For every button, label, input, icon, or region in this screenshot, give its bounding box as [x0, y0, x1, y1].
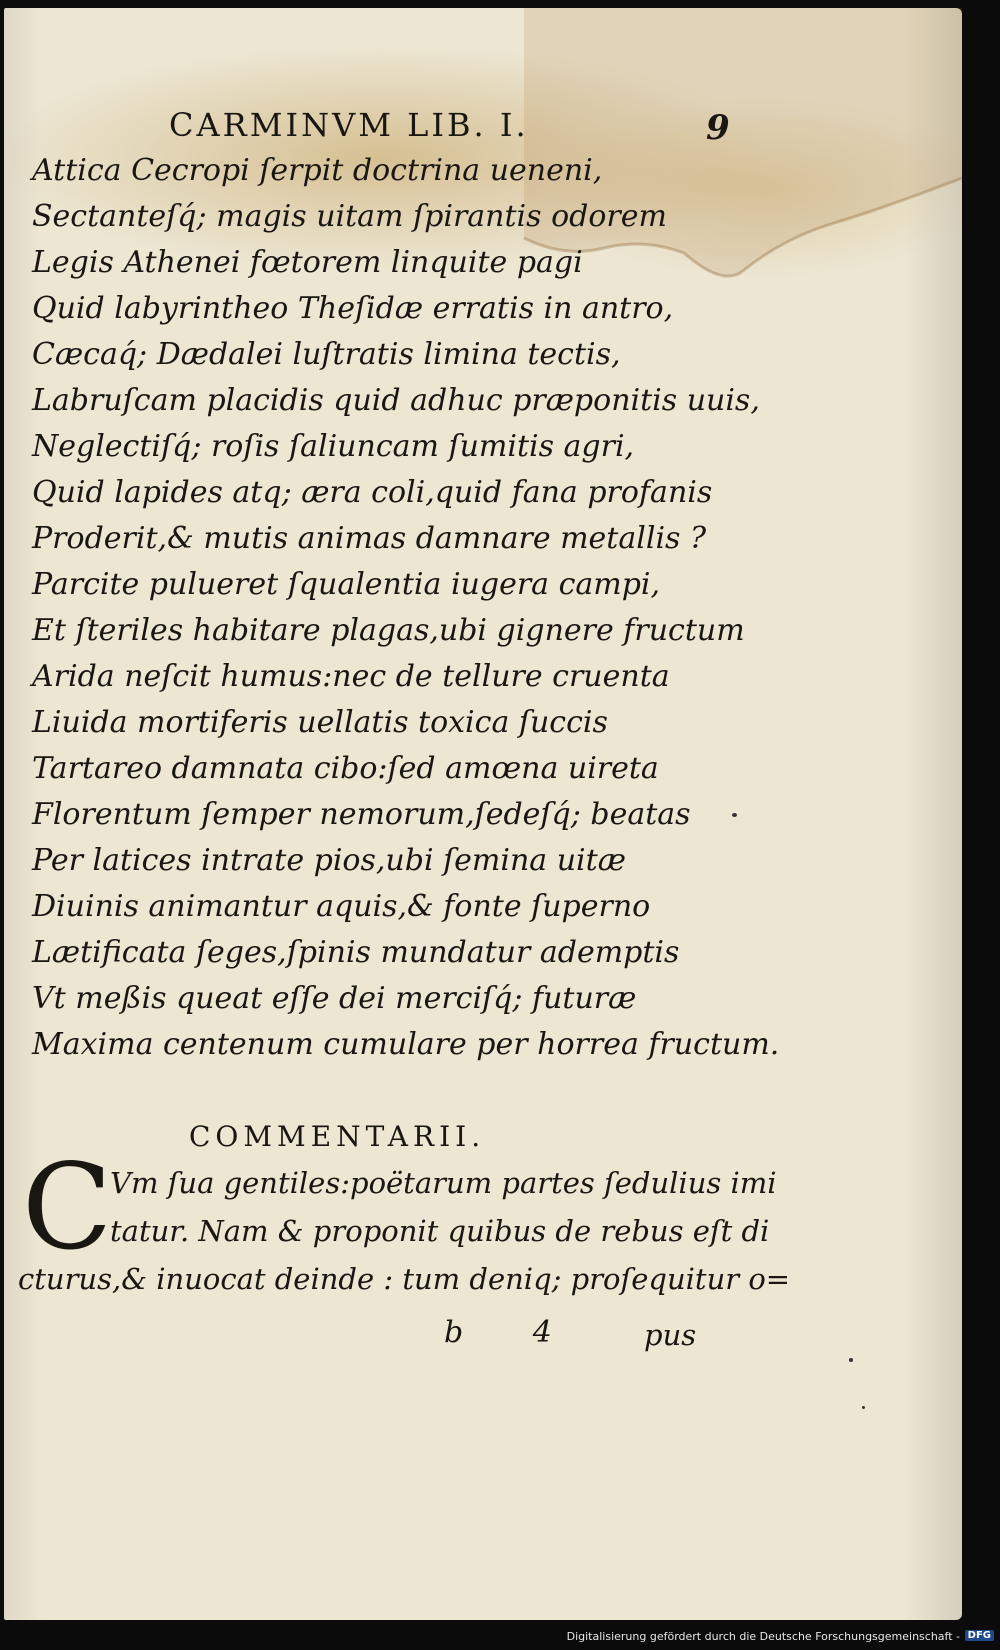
verse-line: Neglectiſq́; roſis ſaliuncam ſumitis agri,	[32, 429, 635, 464]
commentary-line: cturus,& inuocat deinde : tum deniq; proſequitur o=	[18, 1262, 791, 1296]
verse-line: Liuida mortiferis uellatis toxica ſuccis	[32, 705, 608, 740]
drop-cap: C	[22, 1138, 113, 1276]
catchword: pus	[644, 1318, 697, 1352]
signature-mark: b 4	[444, 1315, 582, 1350]
ink-speck	[849, 1358, 853, 1362]
commentary-line: tatur. Nam & proponit quibus de rebus eſt di	[110, 1214, 770, 1248]
book-page	[4, 8, 962, 1620]
commentary-heading: COMMENTARII.	[189, 1120, 486, 1153]
verse-line: Quid labyrintheo Theſidæ erratis in antro,	[32, 291, 674, 326]
ink-speck	[862, 1406, 865, 1409]
dfg-logo: DFG	[965, 1630, 994, 1641]
ink-speck	[732, 813, 737, 817]
verse-line: Sectanteſq́; magis uitam ſpirantis odorem	[32, 199, 667, 234]
verse-line: Diuinis animantur aquis,& fonte ſuperno	[32, 889, 651, 924]
verse-line: Labruſcam placidis quid adhuc præponitis uuis,	[32, 383, 760, 418]
digitization-credit: Digitalisierung gefördert durch die Deutsche Forschungsgemeinschaft -	[566, 1630, 960, 1643]
verse-line: Per latices intrate pios,ubi ſemina uitæ	[32, 843, 626, 878]
verse-line: Vt meßis queat eſſe dei merciſq́; futuræ	[32, 981, 637, 1016]
verse-line: Legis Athenei fœtorem linquite pagi	[32, 245, 583, 280]
verse-line: Florentum ſemper nemorum,ſedeſq́; beatas	[32, 797, 691, 832]
verse-line: Lætificata ſeges,ſpinis mundatur ademptis	[32, 935, 680, 970]
page-number: 9	[706, 108, 730, 148]
verse-line: Arida neſcit humus:nec de tellure cruenta	[32, 659, 670, 694]
verse-line: Quid lapides atq; æra coli,quid fana profanis	[32, 475, 713, 510]
verse-line: Et ſteriles habitare plagas,ubi gignere fructum	[32, 613, 745, 648]
verse-line: Tartareo damnata cibo:ſed amœna uireta	[32, 751, 659, 786]
running-title: CARMINVM LIB. I.	[169, 106, 529, 144]
verse-line: Attica Cecropi ſerpit doctrina ueneni,	[32, 153, 603, 188]
commentary-line: Vm ſua gentiles:poëtarum partes ſedulius imi	[110, 1166, 777, 1200]
verse-line: Maxima centenum cumulare per horrea fructum.	[32, 1027, 780, 1062]
verse-line: Cæcaq́; Dædalei luſtratis limina tectis,	[32, 337, 621, 372]
verse-line: Parcite pulueret ſqualentia iugera campi,	[32, 567, 661, 602]
book-spine-shadow	[962, 0, 1000, 1650]
verse-line: Proderit,& mutis animas damnare metallis ?	[32, 521, 707, 556]
